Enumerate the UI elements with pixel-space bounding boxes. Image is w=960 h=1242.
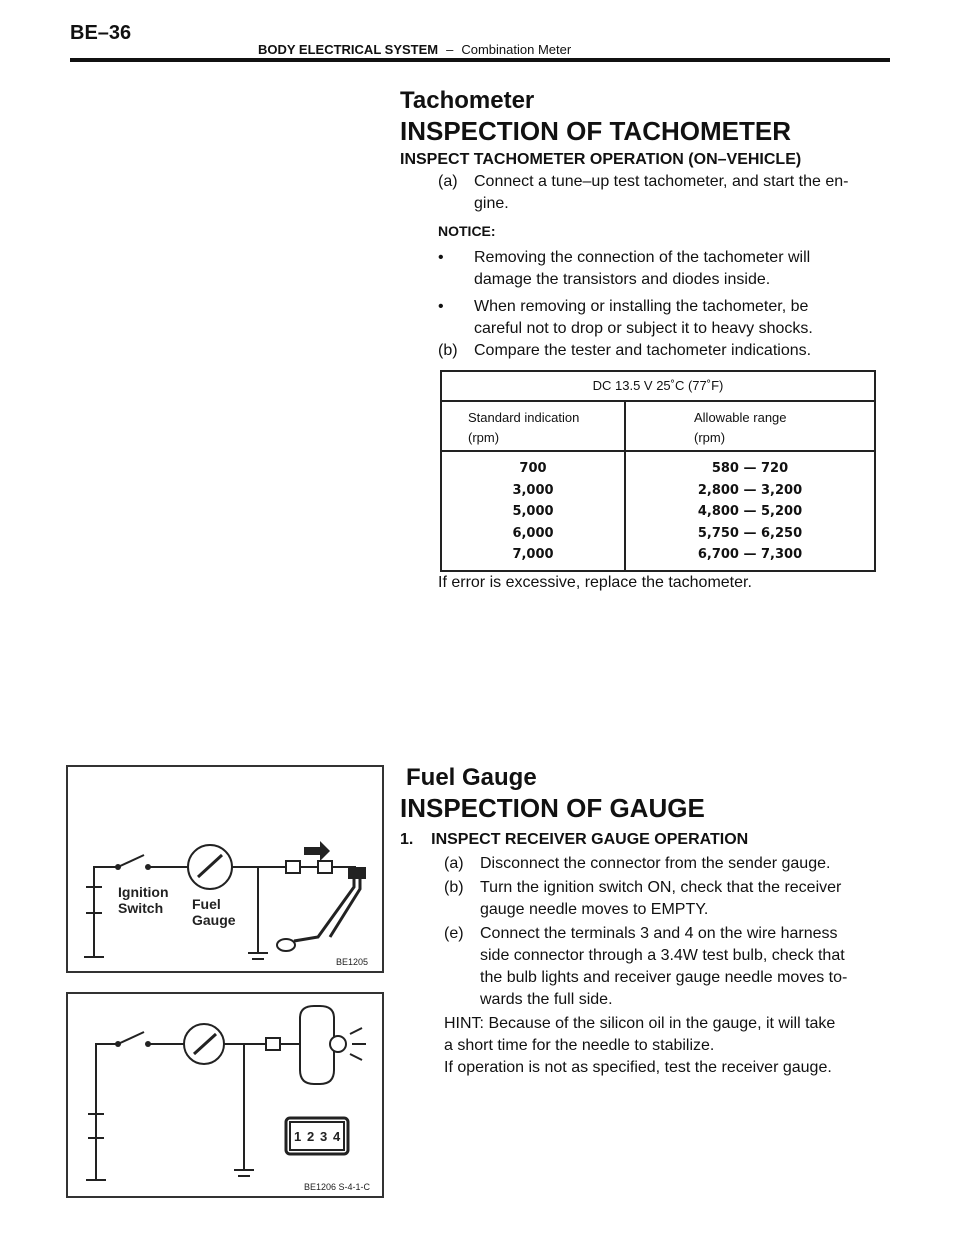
standard-values [441,451,625,571]
standard-value: 3,000 [512,482,554,498]
col1-header-text: Standard indication [468,410,580,425]
fuel-step-b [444,877,884,921]
step-a-line2: gine. [474,195,509,212]
allowable-value: 4,800 — 5,200 [697,504,803,519]
step-a-line1: Connect a tune–up test tachometer, and start the en- [474,173,849,190]
bullet-2-line1: When removing or installing the tachometer, be [474,298,809,315]
fuel-step-a [444,853,884,875]
fuel-e-line1: Connect the terminals 3 and 4 on the wire harness [480,925,838,942]
header-section: Combination Meter [461,42,572,57]
label-fuel: Fuel [192,896,221,912]
col2-header-text: Allowable range [694,410,787,425]
allowable-value: 6,700 — 7,300 [697,547,803,562]
fuel-inspection-title: INSPECTION OF GAUGE [400,793,705,823]
fuel-gauge-title: Fuel Gauge [406,764,537,791]
fuel-step-e [444,923,884,1011]
tachometer-step-b [438,340,880,362]
header-separator: – [446,42,454,57]
step-b-text: Compare the tester and tachometer indications. [474,342,812,359]
bullet-1-line2: damage the transistors and diodes inside. [474,271,771,288]
test-bulb-circuit-figure [66,992,384,1198]
label-gauge: Gauge [192,912,236,928]
fuel-hint [444,1013,884,1079]
terminal-3: 3 [320,1129,328,1144]
step-a-label: (a) [438,173,458,190]
tachometer-spec-table [440,370,876,572]
figure2-code: BE1206 S-4-1-C [304,1182,371,1192]
hint-line2: a short time for the needle to stabilize. [444,1037,715,1054]
header-rule [70,58,890,62]
fuel-e-label: (e) [444,925,464,942]
label-switch: Switch [118,900,164,916]
allowable-value: 580 — 720 [711,461,789,476]
fuel-step-title: 1. INSPECT RECEIVER GAUGE OPERATION [400,831,749,848]
fuel-b-line2: gauge needle moves to EMPTY. [480,901,709,918]
notice-bullet-1 [438,247,880,291]
figure1-code: BE1205 [336,957,369,967]
allowable-value: 2,800 — 3,200 [697,482,803,498]
fuel-e-line4: wards the full side. [480,991,613,1008]
allowable-values [625,451,875,571]
fuel-gauge-circuit-diagram [68,767,382,971]
fuel-b-label: (b) [444,879,464,896]
fuel-b-line1: Turn the ignition switch ON, check that the receiver [480,879,842,896]
label-ignition: Ignition [118,884,169,900]
terminal-4: 4 [333,1129,341,1144]
standard-value: 700 [519,461,547,476]
tachometer-step-a [438,171,880,215]
running-header [258,42,571,57]
col2-unit: (rpm) [694,430,726,445]
hint-line3: If operation is not as specified, test the receiver gauge. [444,1059,832,1076]
col1-header [441,401,625,451]
tachometer-step-title: INSPECT TACHOMETER OPERATION (ON–VEHICLE) [400,151,802,168]
bullet-glyph: • [438,249,444,266]
header-system: BODY ELECTRICAL SYSTEM [258,42,439,57]
step-b-label: (b) [438,342,458,359]
col1-unit: (rpm) [468,430,500,445]
standard-value: 5,000 [512,504,554,519]
fuel-gauge-section [400,763,884,1079]
notice-label: NOTICE: [438,223,496,239]
bullet-2-line2: careful not to drop or subject it to heavy shocks. [474,320,813,337]
standard-value: 7,000 [512,547,554,562]
allowable-value: 5,750 — 6,250 [697,525,803,541]
tachometer-inspection-title: INSPECTION OF TACHOMETER [400,116,791,146]
test-bulb-circuit-diagram [68,994,382,1196]
fuel-e-line2: side connector through a 3.4W test bulb, check that [480,947,845,964]
hint-line1: HINT: Because of the silicon oil in the gauge, it will take [444,1015,836,1032]
tachometer-title: Tachometer [400,87,535,114]
fuel-e-line3: the bulb lights and receiver gauge needle moves to- [480,969,848,986]
notice-bullet-2 [438,296,880,340]
table-condition: DC 13.5 V 25˚C (77˚F) [441,371,875,401]
col2-header [625,401,875,451]
fuel-a-text: Disconnect the connector from the sender gauge. [480,855,831,872]
standard-value: 6,000 [512,525,554,541]
tachometer-section [400,86,880,362]
terminal-2: 2 [307,1129,315,1144]
fuel-gauge-circuit-figure [66,765,384,973]
tachometer-error-text: If error is excessive, replace the tachometer. [438,574,752,591]
page-number: BE–36 [70,22,132,44]
terminal-1: 1 [294,1129,302,1144]
bullet-1-line1: Removing the connection of the tachometer will [474,249,811,266]
bullet-glyph: • [438,298,444,315]
fuel-a-label: (a) [444,855,464,872]
